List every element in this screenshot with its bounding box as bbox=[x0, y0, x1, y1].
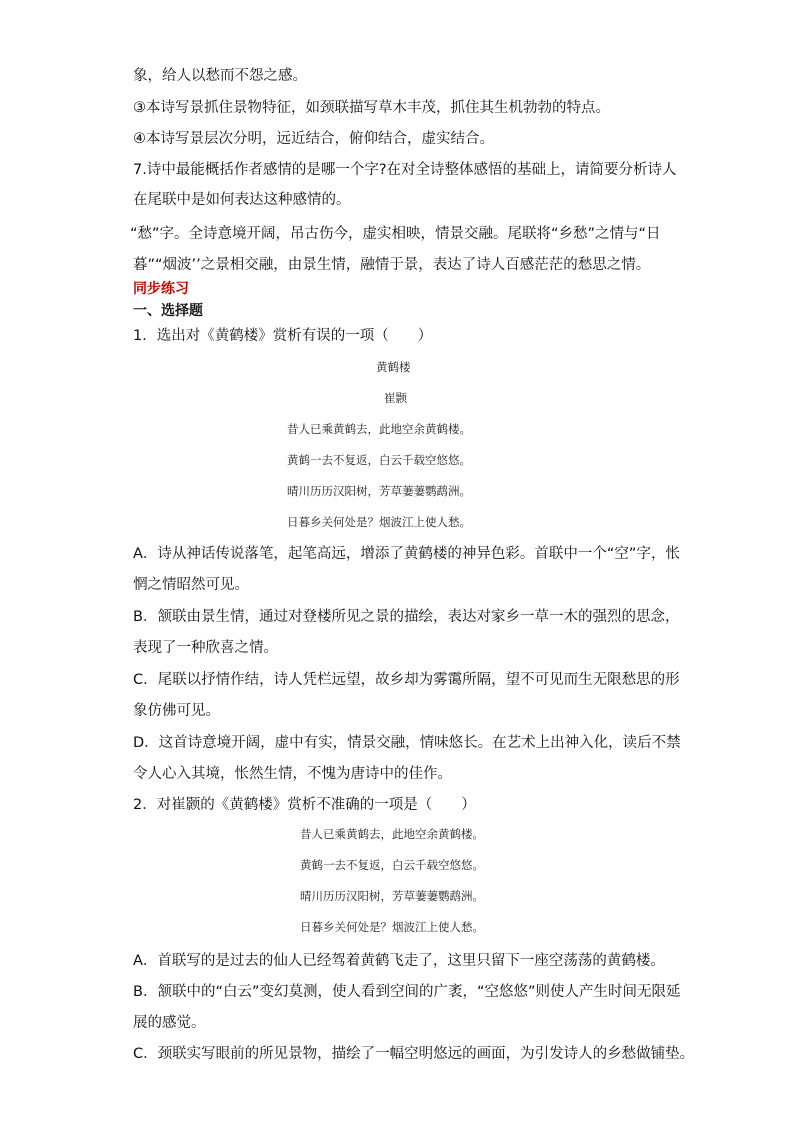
text-line: ④本诗写景层次分明，远近结合，俯仰结合，虚实结合。 bbox=[133, 131, 494, 147]
text-line: 象，给人以愁而不怨之感。 bbox=[133, 68, 307, 84]
poem-line: 昔人已乘黄鹤去，此地空余黄鹤楼。 bbox=[287, 422, 471, 436]
poem-title: 黄鹤楼 bbox=[376, 360, 411, 374]
option-a: A．首联写的是过去的仙人已经驾着黄鹤飞走了，这里只留下一座空荡荡的黄鹤楼。 bbox=[133, 953, 665, 969]
option-a: A．诗从神话传说落笔，起笔高远，增添了黄鹤楼的神异色彩。首联中一个“空”字，怅 bbox=[133, 546, 680, 562]
option-c-cont: 象仿佛可见。 bbox=[133, 703, 220, 719]
poem-line: 晴川历历汉阳树，芳草萋萋鹦鹉洲。 bbox=[287, 484, 471, 498]
poem-line: 晴川历历汉阳树，芳草萋萋鹦鹉洲。 bbox=[300, 889, 484, 903]
poem-line: 黄鹤一去不复返，白云千载空悠悠。 bbox=[287, 453, 471, 467]
option-d-cont: 令人心入其境，怅然生情，不愧为唐诗中的佳作。 bbox=[133, 766, 452, 782]
option-d: D．这首诗意境开阔，虚中有实，情景交融，情味悠长。在艺术上出神入化，读后不禁 bbox=[133, 735, 681, 751]
option-b: B．颔联由景生情，通过对登楼所见之景的描绘，表达对家乡一草一木的强烈的思念， bbox=[133, 609, 680, 625]
question-1-stem: 1．选出对《黄鹤楼》赏析有误的一项（ ） bbox=[133, 328, 433, 344]
section-title: 同步练习 bbox=[133, 281, 189, 297]
poem-line: 日暮乡关何处是？烟波江上使人愁。 bbox=[287, 515, 471, 529]
option-c: C．尾联以抒情作结，诗人凭栏远望，故乡却为雾霭所隔，望不可见而生无限愁思的形 bbox=[133, 672, 680, 688]
option-b-cont: 表现了一种欣喜之情。 bbox=[133, 640, 278, 656]
answer-7: “愁”字。全诗意境开阔，吊古伤今，虚实相映，情景交融。尾联将“乡愁”之情与“日 bbox=[130, 226, 661, 242]
option-c: C．颈联实写眼前的所见景物，描绘了一幅空明悠远的画面，为引发诗人的乡愁做铺垫。 bbox=[133, 1046, 695, 1062]
poem-line: 黄鹤一去不复返，白云千载空悠悠。 bbox=[300, 858, 484, 872]
poem-line: 日暮乡关何处是？烟波江上使人愁。 bbox=[300, 920, 484, 934]
poem-line: 昔人已乘黄鹤去，此地空余黄鹤楼。 bbox=[300, 827, 484, 841]
question-7-cont: 在尾联中是如何表达这种感情的。 bbox=[133, 192, 351, 208]
option-b-cont: 展的感觉。 bbox=[133, 1015, 206, 1031]
section-subtitle: 一、选择题 bbox=[133, 303, 203, 319]
poem-author: 崔颢 bbox=[384, 391, 407, 405]
text-line: ③本诗写景抓住景物特征，如颈联描写草木丰茂，抓住其生机勃勃的特点。 bbox=[133, 100, 610, 116]
question-2-stem: 2．对崔颢的《黄鹤楼》赏析不准确的一项是（ ） bbox=[133, 797, 476, 813]
question-7: 7.诗中最能概括作者感情的是哪一个字?在对全诗整体感悟的基础上，请简要分析诗人 bbox=[133, 162, 677, 178]
option-b: B．颔联中的“白云”变幻莫测，使人看到空间的广袤，“空悠悠”则使人产生时间无限延 bbox=[133, 984, 681, 1000]
answer-7-cont: 暮”“烟波’’之景相交融，由景生情，融情于景，表达了诗人百感茫茫的愁思之情。 bbox=[133, 257, 651, 273]
option-a-cont: 惘之情昭然可见。 bbox=[133, 577, 249, 593]
